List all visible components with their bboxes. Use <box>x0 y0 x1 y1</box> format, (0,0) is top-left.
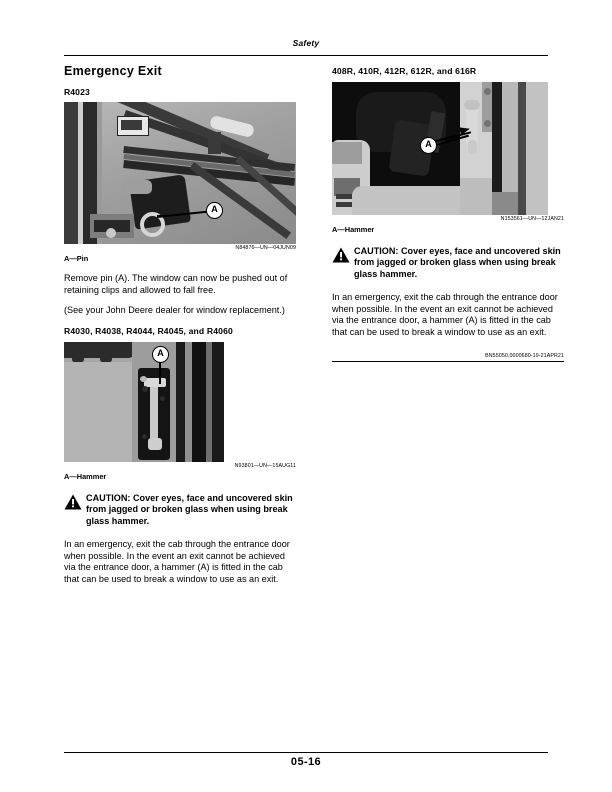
page-number: 05-16 <box>290 756 322 768</box>
figure-window-pin-legend: A—Pin <box>64 254 89 263</box>
caution-label-right: CAUTION: <box>354 246 399 256</box>
paragraph-remove-pin: Remove pin (A). The window can now be pushed out of retaining clips and allowed to fall free. <box>64 273 288 295</box>
figure-hammer-left-code: N93801—UN—15AUG11 <box>234 462 296 469</box>
paragraph-emergency-exit-right: In an emergency, exit the cab through the entrance door when possible. In the event an exit cannot be achieved via the entrance door, a hammer (A) is fitted in the cab that can be used to break a window to use as an exit. <box>332 292 558 337</box>
left-column <box>64 64 296 594</box>
callout-a-figure-1: A <box>206 202 223 219</box>
callout-a-figure-right: A <box>420 137 437 154</box>
figure-hammer-right-code: N153561—UN—12JAN21 <box>500 216 564 222</box>
page-title: Emergency Exit <box>64 64 162 78</box>
figure-hammer-left-legend: A—Hammer <box>64 471 107 481</box>
figure-hammer-right-image <box>332 82 548 215</box>
running-header-title: Safety <box>292 38 320 48</box>
warning-triangle-icon <box>64 494 82 510</box>
figure-window-pin-code: N84876—UN—04JUN09 <box>235 245 296 251</box>
footer-divider <box>64 752 548 753</box>
model-heading-r4023: R4023 <box>64 87 90 97</box>
header-divider <box>64 55 548 56</box>
figure-window-pin <box>64 102 296 251</box>
figure-hammer-left-image <box>64 342 224 462</box>
figure-hammer-right-legend: A—Hammer <box>332 225 375 234</box>
caution-block-right <box>332 246 564 280</box>
caution-text-left <box>86 493 296 527</box>
reference-code-block <box>332 353 564 362</box>
caution-body-right: Cover eyes, face and uncovered skin from jagged or broken glass when using break glass hammer. <box>354 246 561 279</box>
paragraph-dealer-note: (See your John Deere dealer for window replacement.) <box>64 305 285 316</box>
figure-window-pin-image <box>64 102 296 244</box>
caution-body-left: Cover eyes, face and uncovered skin from jagged or broken glass when using break glass hammer. <box>86 492 293 526</box>
callout-a-figure-2: A <box>152 346 169 363</box>
caution-label-left: CAUTION: <box>86 492 131 503</box>
right-column <box>332 64 564 362</box>
warning-triangle-icon <box>332 247 350 263</box>
figure-hammer-right <box>332 82 564 222</box>
model-heading-r4030-series: R4030, R4038, R4044, R4045, and R4060 <box>64 325 233 336</box>
caution-block-left <box>64 493 296 527</box>
caution-text-right <box>354 246 564 280</box>
paragraph-emergency-exit-left: In an emergency, exit the cab through the entrance door when possible. In the event an exit cannot be achieved via the entrance door, a hammer (A) is fitted in the cab that can be used to break a window to use as an exit. <box>64 539 290 584</box>
reference-divider <box>332 361 564 362</box>
reference-code: BN55050,0000680-19-21APR21 <box>485 352 564 359</box>
model-heading-408r-series: 408R, 410R, 412R, 612R, and 616R <box>332 66 477 76</box>
figure-hammer-left <box>64 342 296 469</box>
